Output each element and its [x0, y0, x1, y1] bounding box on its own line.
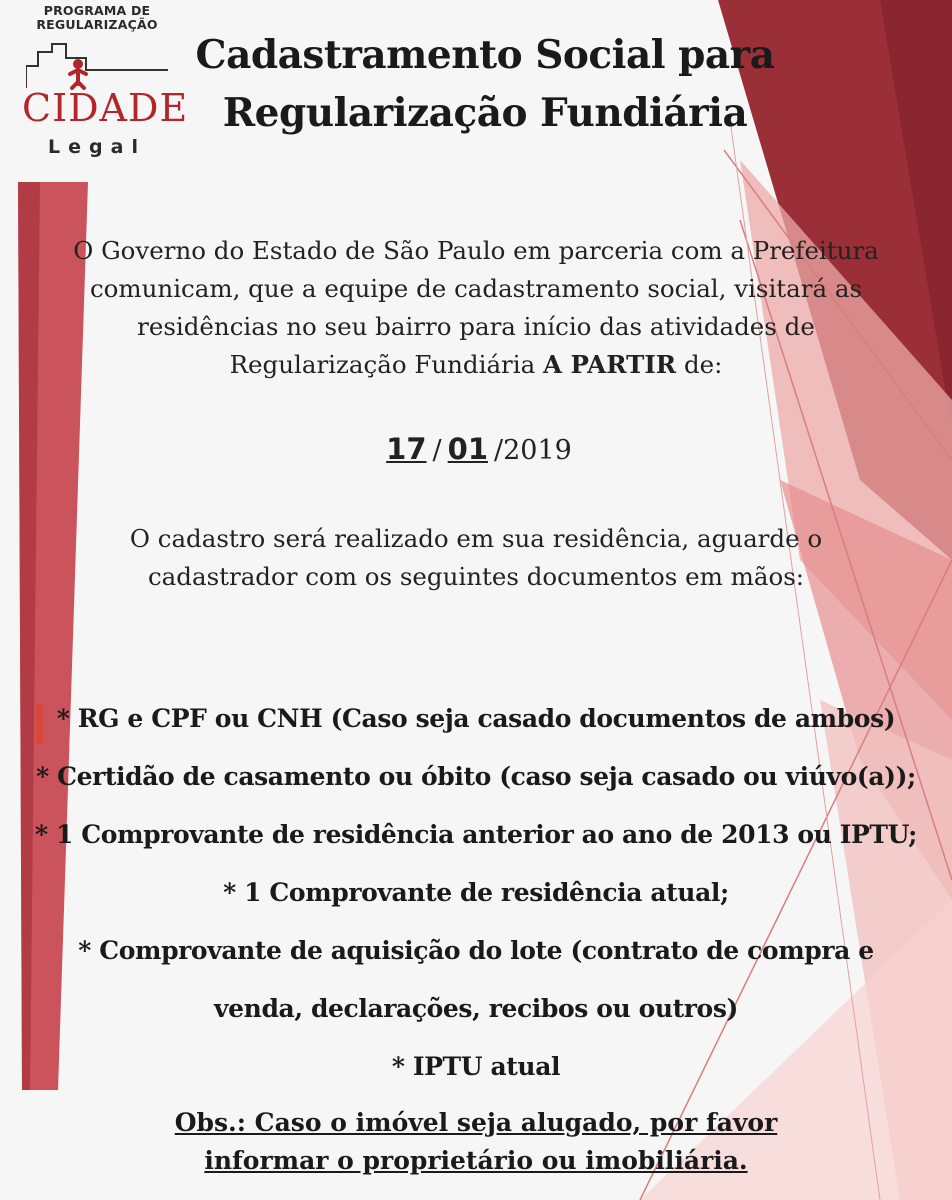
intro-paragraph — [20, 232, 932, 384]
document-item: * Comprovante de aquisição do lote (contrato de compra e — [78, 936, 874, 965]
logo — [22, 3, 189, 160]
intro-line1: O Governo do Estado de São Paulo em parceria com a Prefeitura — [73, 236, 879, 265]
obs-line2: informar o proprietário ou imobiliária. — [204, 1146, 748, 1175]
date-month: 01 — [447, 432, 488, 466]
logo-word: CIDADE — [22, 86, 189, 130]
city-skyline-icon — [26, 40, 168, 90]
documents-list — [20, 690, 932, 1096]
date-year: /2019 — [494, 435, 572, 466]
instructions-line2: cadastrador com os seguintes documentos em mãos: — [147, 562, 805, 591]
intro-line4-suffix: de: — [676, 350, 723, 379]
document-item: * 1 Comprovante de residência atual; — [223, 878, 729, 907]
intro-line3: residências no seu bairro para início das atividades de — [137, 312, 815, 341]
intro-line2: comunicam, que a equipe de cadastramento social, visitará as — [89, 274, 863, 303]
observation-note — [20, 1104, 932, 1180]
intro-line4 — [20, 346, 932, 384]
obs-line1: Obs.: Caso o imóvel seja alugado, por favor — [174, 1108, 778, 1137]
intro-line4-bold: A PARTIR — [543, 350, 677, 379]
document-item: * Certidão de casamento ou óbito (caso seja casado ou viúvo(a)); — [36, 762, 916, 791]
logo-program-line1: PROGRAMA DE — [43, 3, 151, 18]
date-day: 17 — [386, 432, 427, 466]
instructions-paragraph — [20, 520, 932, 596]
document-item: * RG e CPF ou CNH (Caso seja casado documentos de ambos) — [56, 704, 896, 733]
intro-line4-prefix: Regularização Fundiária — [229, 350, 543, 379]
logo-sub: Legal — [48, 136, 146, 158]
title-line2: Regularização Fundiária — [222, 90, 748, 136]
instructions-line1: O cadastro será realizado em sua residência, aguarde o — [129, 524, 823, 553]
logo-program-line2: REGULARIZAÇÃO — [36, 17, 158, 32]
document-item: venda, declarações, recibos ou outros) — [214, 994, 738, 1023]
document-item: * IPTU atual — [391, 1052, 561, 1081]
logo-program-text — [22, 4, 172, 32]
page-title — [175, 26, 795, 142]
document-item: * 1 Comprovante de residência anterior ao ano de 2013 ou IPTU; — [35, 820, 917, 849]
visit-date: 17 / 01 /2019 — [0, 432, 952, 466]
title-line1: Cadastramento Social para — [195, 32, 775, 78]
